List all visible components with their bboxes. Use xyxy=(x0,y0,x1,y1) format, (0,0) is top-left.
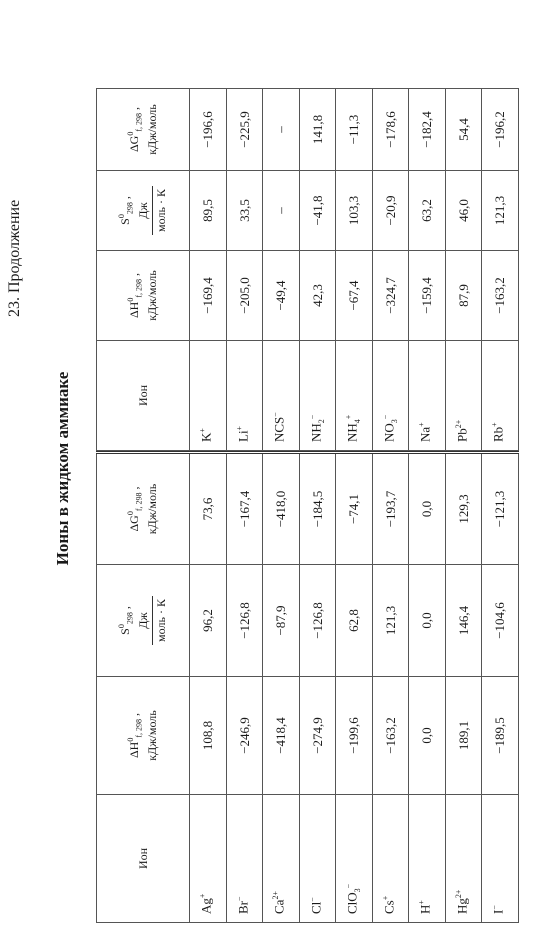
enthalpy-cell: −199,6 xyxy=(336,677,373,795)
col-gibbs-header: $\Delta G^0_{f, 298}$ , кДж/моль xyxy=(97,89,190,171)
ion-cell: I− xyxy=(482,795,519,923)
gibbs-cell: −184,5 xyxy=(299,453,336,565)
enthalpy-cell: −418,4 xyxy=(263,677,300,795)
ion-cell: $NH_2^-$ xyxy=(299,341,336,451)
ion-cell: $Pb^{2+}$ xyxy=(445,341,482,451)
enthalpy-cell: 87,9 xyxy=(445,251,482,341)
table-row xyxy=(482,453,519,923)
enthalpy-cell: −163,2 xyxy=(372,677,409,795)
enthalpy-cell: 42,3 xyxy=(299,251,336,341)
ion-cell: $Ca^{2+}$ xyxy=(263,795,300,923)
gibbs-cell: −74,1 xyxy=(336,453,373,565)
table-row xyxy=(190,453,227,923)
ion-cell: Cs+ xyxy=(372,795,409,923)
gibbs-cell: −225,9 xyxy=(226,89,263,171)
enthalpy-cell: 0,0 xyxy=(409,677,446,795)
entropy-cell: 89,5 xyxy=(190,171,227,251)
entropy-cell: −87,9 xyxy=(263,565,300,677)
ion-cell: Na+ xyxy=(409,341,446,451)
enthalpy-cell: 189,1 xyxy=(445,677,482,795)
col-enthalpy-header: $\Delta H^0_{f, 298}$ , кДж/моль xyxy=(97,677,190,795)
gibbs-cell: 0,0 xyxy=(409,453,446,565)
gibbs-cell: −167,4 xyxy=(226,453,263,565)
enthalpy-cell: −324,7 xyxy=(372,251,409,341)
entropy-unit-fraction: Дж моль · К xyxy=(136,186,169,235)
ion-cell: K+ xyxy=(190,341,227,451)
table-row xyxy=(336,453,373,923)
enthalpy-cell: −49,4 xyxy=(263,251,300,341)
ion-cell: $NH_4^+$ xyxy=(336,341,373,451)
col-enthalpy-header: $\Delta H^0_{f, 298}$ , кДж/моль xyxy=(97,251,190,341)
enthalpy-cell: −169,4 xyxy=(190,251,227,341)
col-gibbs-header: $\Delta G^0_{f, 298}$ , кДж/моль xyxy=(97,453,190,565)
page-title: Ионы в жидком аммиаке xyxy=(53,371,72,566)
entropy-cell: 103,3 xyxy=(336,171,373,251)
gibbs-cell: −11,3 xyxy=(336,89,373,171)
ion-cell: Cl− xyxy=(299,795,336,923)
entropy-cell: 33,5 xyxy=(226,171,263,251)
enthalpy-cell: −159,4 xyxy=(409,251,446,341)
enthalpy-cell: −274,9 xyxy=(299,677,336,795)
entropy-cell: 121,3 xyxy=(372,565,409,677)
table-row xyxy=(445,453,482,923)
gibbs-cell: 73,6 xyxy=(190,453,227,565)
col-ion-header: Ион xyxy=(97,341,190,451)
ion-cell: ClO$_3$− xyxy=(336,795,373,923)
table-row xyxy=(445,89,482,451)
enthalpy-cell: −163,2 xyxy=(482,251,519,341)
table-row xyxy=(263,89,300,451)
ion-cell: $NO_3^-$ xyxy=(372,341,409,451)
entropy-cell: −126,8 xyxy=(226,565,263,677)
gibbs-cell: −178,6 xyxy=(372,89,409,171)
entropy-cell: 121,3 xyxy=(482,171,519,251)
ion-cell: Rb+ xyxy=(482,341,519,451)
entropy-cell: 63,2 xyxy=(409,171,446,251)
table-row xyxy=(226,453,263,923)
enthalpy-cell: 108,8 xyxy=(190,677,227,795)
entropy-cell: −104,6 xyxy=(482,565,519,677)
table-row xyxy=(372,453,409,923)
ion-cell: NCS− xyxy=(263,341,300,451)
gibbs-cell: 141,8 xyxy=(299,89,336,171)
gibbs-cell: −121,3 xyxy=(482,453,519,565)
ion-cell: Br− xyxy=(226,795,263,923)
ion-cell: Ag+ xyxy=(190,795,227,923)
entropy-cell: 146,4 xyxy=(445,565,482,677)
entropy-cell: −20,9 xyxy=(372,171,409,251)
table-row xyxy=(299,453,336,923)
table-row xyxy=(482,89,519,451)
ions-table-right xyxy=(96,88,519,451)
ions-table-left xyxy=(96,451,519,923)
enthalpy-cell: −246,9 xyxy=(226,677,263,795)
table-row xyxy=(409,453,446,923)
ion-cell: Li+ xyxy=(226,341,263,451)
entropy-cell: 0,0 xyxy=(409,565,446,677)
tables-container xyxy=(96,91,508,923)
table-row xyxy=(372,89,409,451)
ion-cell: $Hg^{2+}$ xyxy=(445,795,482,923)
entropy-cell: −126,8 xyxy=(299,565,336,677)
entropy-cell: −41,8 xyxy=(299,171,336,251)
col-ion-header: Ион xyxy=(97,795,190,923)
entropy-cell: 46,0 xyxy=(445,171,482,251)
header-row xyxy=(97,89,190,451)
gibbs-cell: −182,4 xyxy=(409,89,446,171)
entropy-unit-fraction: Дж моль · К xyxy=(136,596,169,645)
gibbs-cell: −196,2 xyxy=(482,89,519,171)
table-heading: 23. Продолжение xyxy=(6,199,23,317)
table-row xyxy=(190,89,227,451)
entropy-cell: 62,8 xyxy=(336,565,373,677)
enthalpy-cell: −67,4 xyxy=(336,251,373,341)
enthalpy-cell: −189,5 xyxy=(482,677,519,795)
gibbs-cell: 129,3 xyxy=(445,453,482,565)
gibbs-cell: −196,6 xyxy=(190,89,227,171)
entropy-cell: – xyxy=(263,171,300,251)
table-row xyxy=(336,89,373,451)
gibbs-cell: −418,0 xyxy=(263,453,300,565)
table-row xyxy=(299,89,336,451)
ion-cell: H+ xyxy=(409,795,446,923)
table-row xyxy=(263,453,300,923)
col-entropy-header: $S^0_{298}$ , Дж моль · К xyxy=(97,565,190,677)
enthalpy-cell: −205,0 xyxy=(226,251,263,341)
col-entropy-header: $S^0_{298}$ , Дж моль · К xyxy=(97,171,190,251)
header-row xyxy=(97,453,190,923)
gibbs-cell: – xyxy=(263,89,300,171)
table-row xyxy=(409,89,446,451)
table-row xyxy=(226,89,263,451)
entropy-cell: 96,2 xyxy=(190,565,227,677)
gibbs-cell: −193,7 xyxy=(372,453,409,565)
gibbs-cell: 54,4 xyxy=(445,89,482,171)
